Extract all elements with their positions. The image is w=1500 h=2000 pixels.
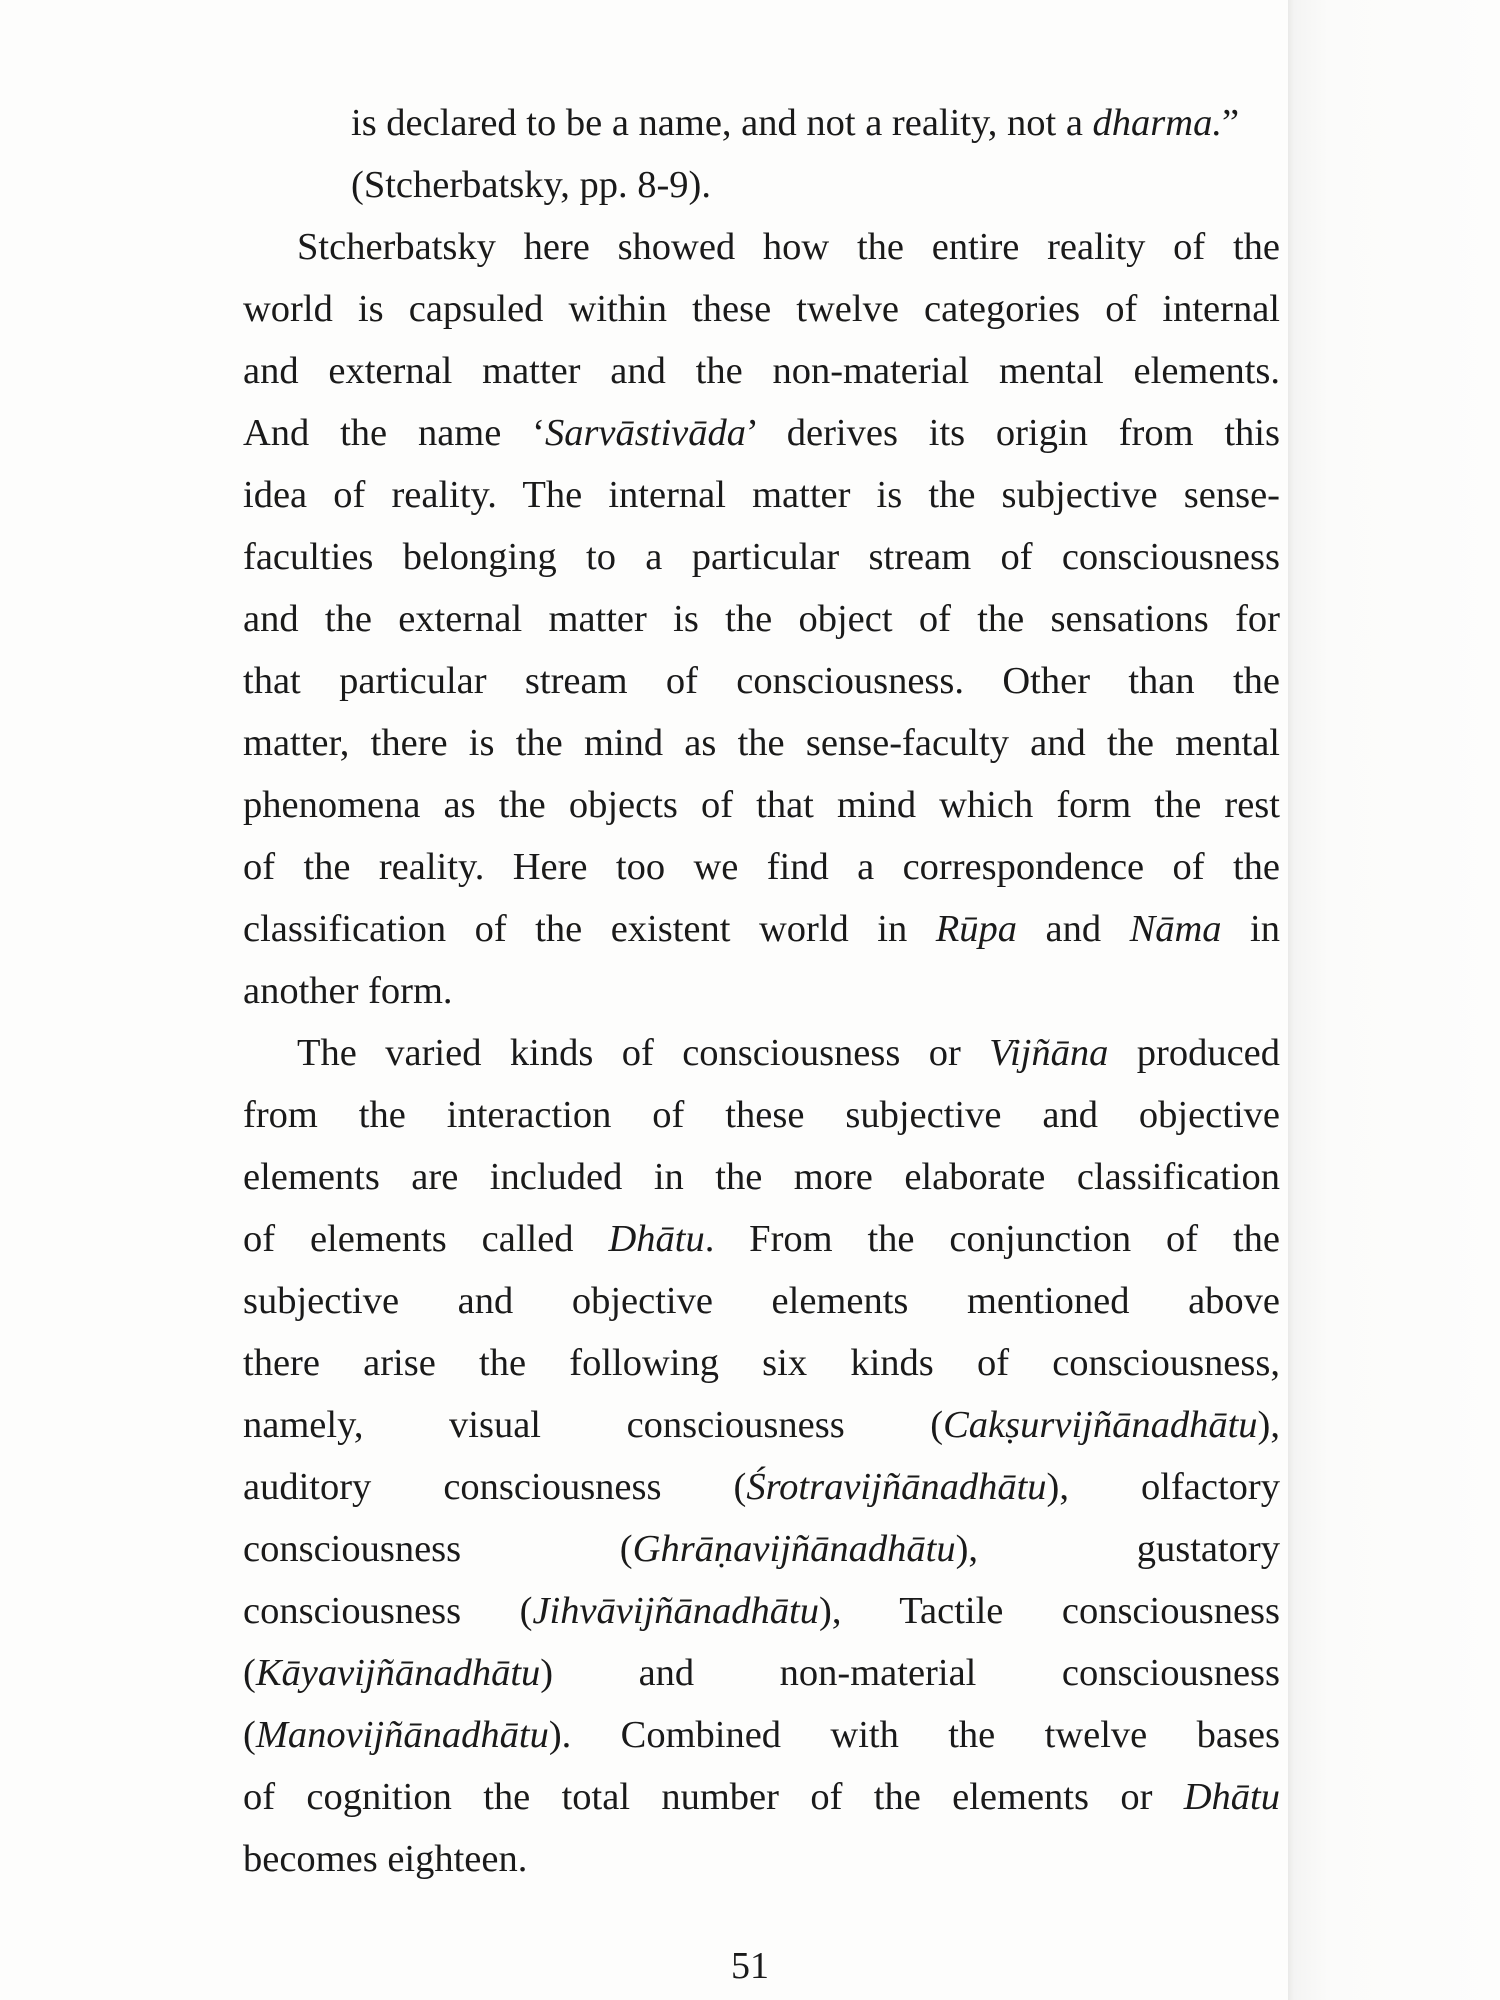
text-line [243, 1022, 1280, 1084]
text-segment: and [1016, 908, 1130, 950]
text-segment: classification of the existent world in [243, 908, 936, 950]
text-line [243, 1518, 1280, 1580]
text-segment: ” [1221, 102, 1240, 144]
text-segment: elements are included in the more elaborate classification [243, 1156, 1280, 1198]
text-line [243, 1642, 1280, 1704]
text-segment: another form. [243, 970, 453, 1012]
text-segment: idea of reality. The internal matter is the subjective sense- [243, 474, 1280, 516]
text-line [243, 464, 1280, 526]
text-segment: produced [1108, 1032, 1281, 1074]
text-line [243, 1146, 1280, 1208]
text-segment: ’ derives its origin from this [746, 412, 1280, 454]
italic-term: Dhātu [1183, 1776, 1280, 1818]
text-segment: that particular stream of consciousness. Other than the [243, 660, 1280, 702]
text-line [243, 278, 1280, 340]
text-line [243, 774, 1280, 836]
text-line [243, 836, 1280, 898]
text-segment: ( [243, 1714, 256, 1756]
text-segment: matter, there is the mind as the sense-faculty and the mental [243, 722, 1280, 764]
italic-term: dharma. [1092, 102, 1222, 144]
text-segment: of cognition the total number of the elements or [243, 1776, 1184, 1818]
text-line [243, 1766, 1280, 1828]
text-line [243, 650, 1280, 712]
text-line [243, 1208, 1280, 1270]
text-segment: ), [1257, 1404, 1280, 1446]
text-segment: (Stcherbatsky, pp. 8-9). [351, 164, 711, 206]
italic-term: Rūpa [935, 908, 1017, 950]
text-segment: ), olfactory [1046, 1466, 1280, 1508]
quote-line [243, 92, 1280, 154]
text-segment: of elements called [243, 1218, 609, 1260]
text-segment: is declared to be a name, and not a reality, not a [351, 102, 1093, 144]
text-segment: namely, visual consciousness ( [243, 1404, 944, 1446]
quote-line [243, 154, 1280, 216]
text-segment: The varied kinds of consciousness or [297, 1032, 990, 1074]
text-segment: of the reality. Here too we find a correspondence of the [243, 846, 1280, 888]
italic-term: Nāma [1129, 908, 1222, 950]
italic-term: Jihvāvijñānadhātu [532, 1590, 819, 1632]
text-segment: becomes eighteen. [243, 1838, 528, 1880]
body-text [243, 92, 1280, 1890]
text-line [243, 898, 1280, 960]
text-line [243, 1394, 1280, 1456]
italic-term: Ghrāṇavijñānadhātu [632, 1528, 956, 1570]
text-line [243, 588, 1280, 650]
text-line [243, 526, 1280, 588]
page-gutter-shadow [1288, 0, 1500, 2000]
italic-term: Sarvāstivāda [544, 412, 746, 454]
text-line [243, 216, 1280, 278]
text-segment: auditory consciousness ( [243, 1466, 747, 1508]
text-segment: world is capsuled within these twelve categories of internal [243, 288, 1280, 330]
text-segment: consciousness ( [243, 1528, 633, 1570]
text-segment: there arise the following six kinds of consciousness, [243, 1342, 1280, 1384]
text-line [243, 1580, 1280, 1642]
italic-term: Manovijñānadhātu [255, 1714, 549, 1756]
text-segment: faculties belonging to a particular stream of consciousness [243, 536, 1280, 578]
text-line [243, 1270, 1280, 1332]
text-segment: ). Combined with the twelve bases [548, 1714, 1280, 1756]
text-segment: consciousness ( [243, 1590, 533, 1632]
text-segment: and the external matter is the object of the sensations for [243, 598, 1280, 640]
text-segment: ), Tactile consciousness [819, 1590, 1281, 1632]
italic-term: Dhātu [608, 1218, 705, 1260]
text-segment: . From the conjunction of the [704, 1218, 1280, 1260]
text-segment: from the interaction of these subjective and objective [243, 1094, 1280, 1136]
text-line [243, 1332, 1280, 1394]
text-segment: ), gustatory [955, 1528, 1281, 1570]
text-segment: Stcherbatsky here showed how the entire reality of the [297, 226, 1280, 268]
text-line [243, 1704, 1280, 1766]
text-line [243, 1828, 1280, 1890]
italic-term: Kāyavijñānadhātu [255, 1652, 541, 1694]
italic-term: Śrotravijñānadhātu [746, 1466, 1047, 1508]
text-line [243, 1456, 1280, 1518]
page-number: 51 [731, 1945, 769, 1987]
text-segment: ) and non-material consciousness [540, 1652, 1280, 1694]
text-segment: and external matter and the non-material mental elements. [243, 350, 1280, 392]
text-segment: in [1221, 908, 1280, 950]
text-line [243, 402, 1280, 464]
text-line [243, 960, 1280, 1022]
text-line [243, 1084, 1280, 1146]
italic-term: Vijñāna [989, 1032, 1109, 1074]
italic-term: Cakṣurvijñānadhātu [943, 1404, 1258, 1446]
text-line [243, 340, 1280, 402]
text-segment: And the name ‘ [243, 412, 545, 454]
text-segment: ( [243, 1652, 256, 1694]
text-segment: subjective and objective elements mentioned above [243, 1280, 1280, 1322]
text-segment: phenomena as the objects of that mind which form the rest [243, 784, 1280, 826]
text-line [243, 712, 1280, 774]
